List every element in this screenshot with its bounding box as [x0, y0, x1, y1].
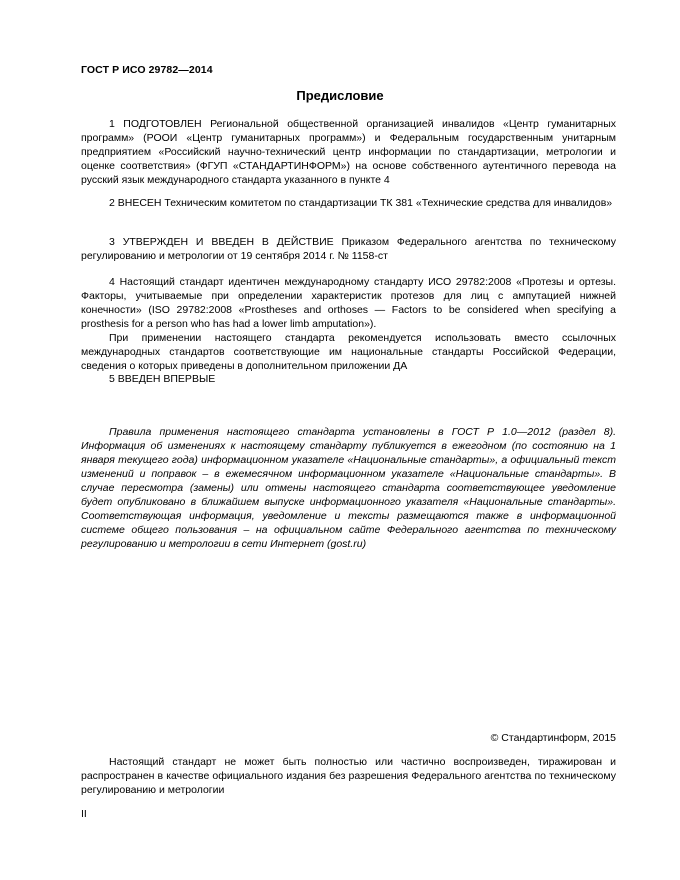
copyright-line: © Стандартинформ, 2015: [490, 732, 616, 744]
notice-block: [81, 425, 616, 551]
document-code: ГОСТ Р ИСО 29782—2014: [81, 64, 213, 76]
page-number: II: [81, 808, 87, 820]
paragraph-identical-standard: 4 Настоящий стандарт идентичен международному стандарту ИСО 29782:2008 «Протезы и ортезы. Факторы, учитываемые при определении характеристик протезов для лиц с ампутацией нижней конечности» (ISO 29782:2008 «Prostheses and orthoses — Factors to be considered when specifying a prosthesis for a person who has had a lower limb amputation»).: [81, 276, 616, 330]
paragraph-3-block: [81, 235, 616, 263]
application-rules-notice: Правила применения настоящего стандарта установлены в ГОСТ Р 1.0—2012 (раздел 8). Информация об изменениях к настоящему стандарту публикуется в ежегодном (по состоянию на 1 января текущего года) информационном указателе «Национальные стандарты», а официальный текст изменений и поправок – в ежемесячном информационном указателе «Национальные стандарты». В случае пересмотра (замены) или отмены настоящего стандарта соответствующее уведомление будет опубликовано в ближайшем выпуске информационного указателя «Национальные стандарты». Соответствующая информация, уведомление и тексты размещаются также в информационной системе общего пользования – на официальном сайте Федерального агентства по техническому регулированию и метрологии в сети Интернет (gost.ru): [81, 426, 616, 550]
paragraph-national-standards-note: При применении настоящего стандарта рекомендуется использовать вместо ссылочных международных стандартов соответствующие им национальные стандарты Российской Федерации, сведения о которых приведены в дополнительном приложении ДА: [81, 332, 616, 372]
paragraph-4-block: [81, 275, 616, 373]
paragraph-approved: 3 УТВЕРЖДЕН И ВВЕДЕН В ДЕЙСТВИЕ Приказом Федерального агентства по техническому регулированию и метрологии от 19 сентября 2014 г. № 1158-ст: [81, 236, 616, 262]
page-title: Предисловие: [296, 88, 384, 103]
paragraph-introduced-by: 2 ВНЕСЕН Техническим комитетом по стандартизации ТК 381 «Технические средства для инвалидов»: [109, 197, 613, 209]
paragraph-first-introduced: 5 ВВЕДЕН ВПЕРВЫЕ: [109, 373, 216, 385]
paragraph-1-block: [81, 117, 616, 187]
paragraph-5-block: [81, 372, 616, 386]
reproduction-block: [81, 755, 616, 797]
paragraph-prepared-by: 1 ПОДГОТОВЛЕН Региональной общественной организацией инвалидов «Центр гуманитарных программ» (РООИ «Центр гуманитарных программ») и Федеральным государственным унитарным предприятием «Российский научно-технический центр информации по стандартизации, метрологии и оценке соответствия» (ФГУП «СТАНДАРТИНФОРМ») на основе собственного аутентичного перевода на русский язык международного стандарта указанного в пункте 4: [81, 118, 616, 186]
reproduction-notice: Настоящий стандарт не может быть полностью или частично воспроизведен, тиражирован и распространен в качестве официального издания без разрешения Федерального агентства по техническому регулированию и метрологии: [81, 756, 616, 796]
paragraph-2-block: [81, 196, 616, 210]
